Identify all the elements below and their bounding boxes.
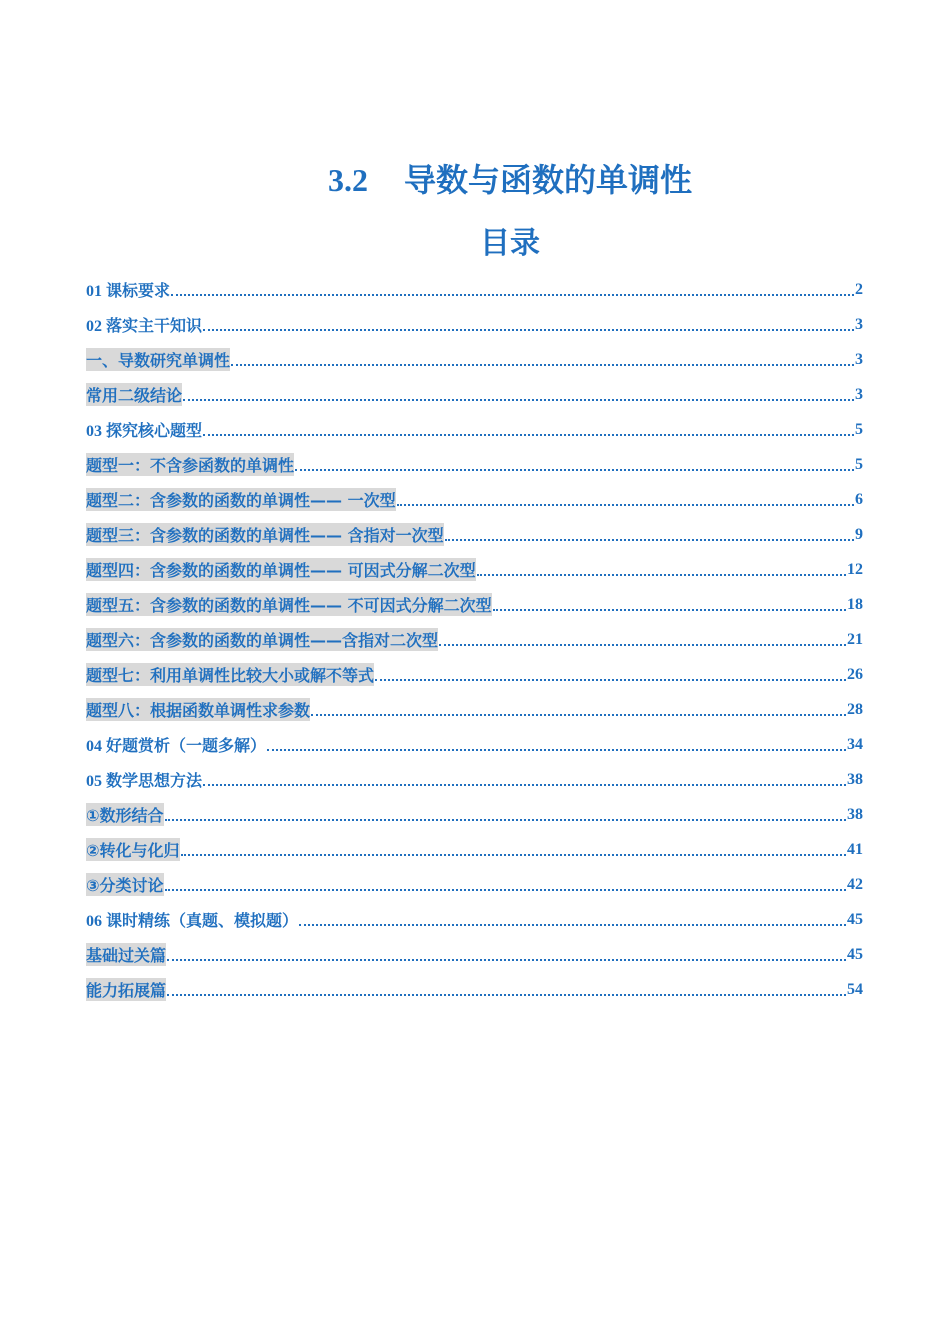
- toc-heading: 目录: [480, 226, 540, 261]
- toc-entry[interactable]: [86, 272, 863, 307]
- toc-entry-text: 题型七：利用单调性比较大小或解不等式: [86, 666, 375, 685]
- toc-entry[interactable]: [86, 342, 863, 377]
- toc-page-number: 5: [855, 420, 863, 438]
- toc-dot-leader: [167, 993, 846, 996]
- toc-page-number: 12: [847, 560, 863, 578]
- toc-entry-text: 基础过关篇: [86, 946, 167, 965]
- toc-dot-leader: [165, 888, 846, 891]
- toc-page-number: 34: [847, 735, 863, 753]
- toc-entry-label: [86, 803, 164, 826]
- toc-dot-leader: [183, 398, 854, 401]
- toc-entry[interactable]: [86, 307, 863, 342]
- toc-entry-text: 好题赏析（一题多解）: [106, 736, 267, 755]
- toc-entry[interactable]: [86, 972, 863, 1007]
- toc-dot-leader: [295, 468, 854, 471]
- toc-entry-text: 落实主干知识: [106, 316, 203, 335]
- toc-page-number: 38: [847, 770, 863, 788]
- toc-entry-label: [86, 733, 266, 756]
- toc-entry[interactable]: [86, 552, 863, 587]
- toc-entry[interactable]: [86, 447, 863, 482]
- toc-entry-label: [86, 418, 202, 441]
- toc-entry-label: [86, 663, 374, 686]
- title-number: 3.2: [327, 162, 368, 198]
- toc-entry[interactable]: [86, 377, 863, 412]
- toc-entry-label: [86, 453, 294, 476]
- toc-entry-number: 03: [86, 423, 102, 440]
- toc-dot-leader: [181, 853, 846, 856]
- toc-dot-leader: [167, 958, 846, 961]
- toc-entry[interactable]: [86, 797, 863, 832]
- toc-page-number: 9: [855, 525, 863, 543]
- toc-page-number: 3: [855, 315, 863, 333]
- toc-dot-leader: [397, 503, 854, 506]
- toc-entry-text: 数学思想方法: [106, 771, 203, 790]
- toc-entry-text: 题型四：含参数的函数的单调性—— 可因式分解二次型: [86, 561, 476, 580]
- toc-entry-text: ③分类讨论: [86, 876, 164, 895]
- toc-dot-leader: [267, 748, 846, 751]
- toc-page-number: 45: [847, 945, 863, 963]
- toc-entry-label: [86, 978, 166, 1001]
- toc-page-number: 45: [847, 910, 863, 928]
- toc-dot-leader: [203, 783, 846, 786]
- toc-entry[interactable]: [86, 867, 863, 902]
- toc-entry-label: [86, 943, 166, 966]
- toc-entry[interactable]: [86, 727, 863, 762]
- document-title: [0, 155, 950, 201]
- toc-entry-text: 题型五：含参数的函数的单调性—— 不可因式分解二次型: [86, 596, 492, 615]
- toc-entry-label: [86, 593, 492, 616]
- toc-entry-text: 探究核心题型: [106, 421, 203, 440]
- title-text: 导数与函数的单调性: [403, 161, 692, 199]
- toc-entry-text: 题型三：含参数的函数的单调性—— 含指对一次型: [86, 526, 444, 545]
- toc-entry[interactable]: [86, 517, 863, 552]
- toc-entry-label: [86, 768, 202, 791]
- toc-dot-leader: [375, 678, 846, 681]
- toc-entry-label: [86, 488, 396, 511]
- toc-page-number: 2: [855, 280, 863, 298]
- toc-entry-number: 01: [86, 283, 102, 300]
- table-of-contents: [86, 272, 863, 1007]
- toc-dot-leader: [171, 293, 854, 296]
- toc-entry-text: ①数形结合: [86, 806, 164, 825]
- toc-page-number: 21: [847, 630, 863, 648]
- toc-entry-label: [86, 628, 438, 651]
- toc-entry-text: 题型八：根据函数单调性求参数: [86, 701, 311, 720]
- toc-entry-label: [86, 838, 180, 861]
- toc-entry-label: [86, 523, 444, 546]
- toc-entry-label: [86, 558, 476, 581]
- toc-entry-number: 02: [86, 318, 102, 335]
- toc-entry-number: 04: [86, 738, 102, 755]
- toc-entry-text: 能力拓展篇: [86, 981, 167, 1000]
- toc-page-number: 18: [847, 595, 863, 613]
- toc-entry-text: 常用二级结论: [86, 386, 183, 405]
- toc-entry-label: [86, 908, 298, 931]
- toc-dot-leader: [445, 538, 854, 541]
- toc-entry[interactable]: [86, 902, 863, 937]
- toc-entry-number: 05: [86, 773, 102, 790]
- toc-entry-text: 题型二：含参数的函数的单调性—— 一次型: [86, 491, 396, 510]
- toc-page-number: 28: [847, 700, 863, 718]
- toc-dot-leader: [165, 818, 846, 821]
- toc-dot-leader: [203, 433, 854, 436]
- toc-page-number: 38: [847, 805, 863, 823]
- toc-dot-leader: [203, 328, 854, 331]
- toc-entry[interactable]: [86, 482, 863, 517]
- toc-dot-leader: [231, 363, 854, 366]
- toc-dot-leader: [439, 643, 846, 646]
- toc-page-number: 3: [855, 385, 863, 403]
- toc-entry-text: ②转化与化归: [86, 841, 180, 860]
- toc-entry-label: [86, 383, 182, 406]
- toc-dot-leader: [477, 573, 846, 576]
- toc-entry[interactable]: [86, 762, 863, 797]
- toc-page-number: 5: [855, 455, 863, 473]
- toc-entry[interactable]: [86, 832, 863, 867]
- toc-entry-label: [86, 348, 230, 371]
- toc-dot-leader: [299, 923, 846, 926]
- toc-entry[interactable]: [86, 622, 863, 657]
- toc-entry-text: 课时精练（真题、模拟题）: [106, 911, 299, 930]
- toc-entry-number: 06: [86, 913, 102, 930]
- toc-entry[interactable]: [86, 657, 863, 692]
- toc-entry-label: [86, 698, 310, 721]
- toc-entry-text: 课标要求: [106, 281, 171, 300]
- toc-entry[interactable]: [86, 587, 863, 622]
- toc-entry-text: 题型六：含参数的函数的单调性——含指对二次型: [86, 631, 439, 650]
- toc-entry-text: 题型一：不含参函数的单调性: [86, 456, 295, 475]
- toc-page-number: 6: [855, 490, 863, 508]
- toc-dot-leader: [311, 713, 846, 716]
- toc-page-number: 54: [847, 980, 863, 998]
- toc-page-number: 41: [847, 840, 863, 858]
- toc-page-number: 26: [847, 665, 863, 683]
- toc-entry-label: [86, 313, 202, 336]
- toc-page-number: 3: [855, 350, 863, 368]
- toc-entry-label: [86, 278, 170, 301]
- toc-entry[interactable]: [86, 412, 863, 447]
- toc-entry-label: [86, 873, 164, 896]
- toc-entry-text: 一、导数研究单调性: [86, 351, 231, 370]
- toc-entry[interactable]: [86, 937, 863, 972]
- toc-entry[interactable]: [86, 692, 863, 727]
- toc-dot-leader: [493, 608, 846, 611]
- toc-page-number: 42: [847, 875, 863, 893]
